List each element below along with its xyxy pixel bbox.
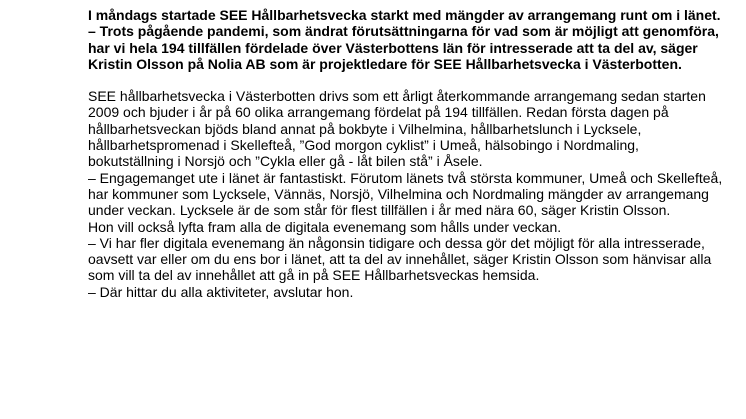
lead-intro: I måndags startade SEE Hållbarhetsvecka starkt med mängder av arrangemang runt om i länet. <box>88 7 721 23</box>
body-section <box>88 88 728 300</box>
press-release <box>88 7 728 300</box>
body-paragraph-closing: – Där hittar du alla aktiviteter, avslutar hon. <box>88 283 354 300</box>
body-paragraph-digital-quote: – Vi har fler digitala evenemang än någonsin tidigare och dessa gör det möjligt för alla intresserade, oavsett var eller om du ens bor i länet, att ta del av innehållet, säger Kristin Olsson som hänvisar alla som vill ta del av innehållet att gå in på SEE Hållbarhetsveckas hemsida. <box>88 234 712 284</box>
body-paragraph-digital: Hon vill också lyfta fram alla de digitala evenemang som hålls under veckan. <box>88 218 562 235</box>
body-paragraph-background: SEE hållbarhetsvecka i Västerbotten drivs som ett årligt återkommande arrangemang sedan starten 2009 och bjuder i år på 60 olika arrangemang fördelat på 194 tillfällen. Redan första dagen på hållbarhetsveckan bjöds bland annat på bokbyte i Vilhelmina, hållbarhetslunch i Lycksele, hållbarhetspromenad i Skellefteå, ”God morgon cyklist” i Umeå, hälsobingo i Nordmaling, bokutställning i Norsjö och ”Cykla eller gå - låt bilen stå” i Åsele. <box>88 88 706 170</box>
paragraph-spacer <box>88 72 728 88</box>
lead-section <box>88 7 728 72</box>
body-paragraph-engagement: – Engagemanget ute i länet är fantastiskt. Förutom länets två största kommuner, Umeå och Skellefteå, har kommuner som Lycksele, Vännäs, Norsjö, Vilhelmina och Nordmaling mängder av arrangemang under veckan. Lycksele är de som står för flest tillfällen i år med nära 60, säger Kristin Olsson. <box>88 169 723 219</box>
lead-quote: – Trots pågående pandemi, som ändrat förutsättningarna för vad som är möjligt att genomföra, har vi hela 194 tillfällen fördelade över Västerbottens län för intresserade att ta del av, säger Kristin Olsson på Nolia AB som är projektledare för SEE Hållbarhetsvecka i Västerbotten. <box>88 23 719 72</box>
